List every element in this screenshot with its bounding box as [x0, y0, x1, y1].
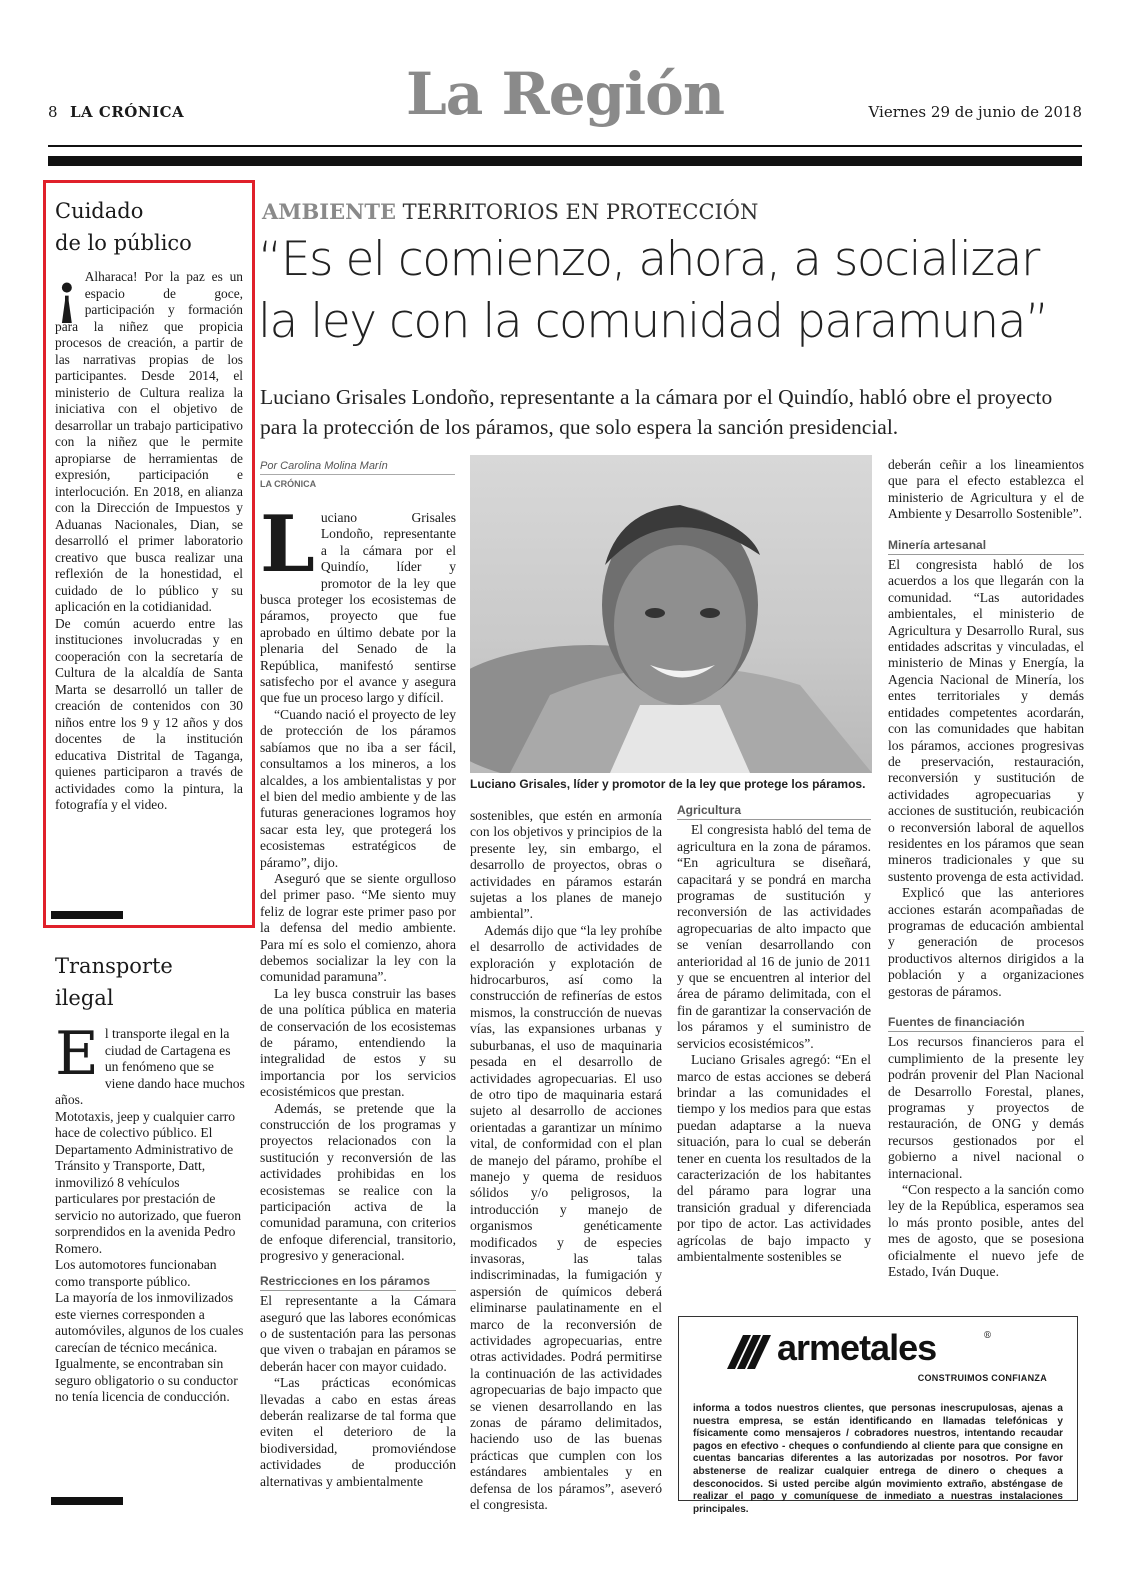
byline: Por Carolina Molina Marín [260, 460, 455, 475]
sidebar-end-bar [51, 1497, 123, 1505]
article-paragraph: Luciano Grisales agregó: “En el marco de estas acciones se deberá brindar a las comunidades el tiempo y los medios para que estas puedan adaptarse a la nueva situación, para lo cual se deberán tener en cuenta los resultados de la caracterización de los habitantes del páramo para lograr una transición gradual y diferenciada por tipo de actor. Las actividades agrícolas de bajo impacto y ambientalmente sostenibles se [677, 1052, 871, 1264]
article-paragraph: Explicó que las anteriores acciones estarán acompañadas de programas de educación ambiental y generación de procesos productivos alternos dirigidos a la población y a organizaciones gestoras de páramos. [888, 885, 1084, 999]
advertisement [678, 1316, 1078, 1515]
ad-registered: ® [983, 1331, 992, 1341]
sidebar-dropcap: ¡ [55, 262, 79, 326]
sidebar-title [55, 195, 243, 259]
headline-line2: la ley con la comunidad paramuna” [258, 294, 1048, 349]
article-photo [470, 455, 872, 773]
subhead-financiacion: Fuentes de financiación [888, 1014, 1084, 1032]
article-paragraph: deberán ceñir a los lineamientos que para el efecto establezca el ministerio de Agricultura y el de Ambiente y Desarrollo Sostenible”. [888, 457, 1084, 522]
portrait-illustration [470, 455, 872, 773]
sidebar-paragraph: Los automotores funcionaban como transporte público. [55, 1257, 217, 1289]
article-paragraph: Además dijo que “la ley prohíbe el desarrollo de actividades de exploración y explotación de hidrocarburos, así como la construcción de refinerías de estos mismos, la construcción de nuevas vías, las expansiones urbanas y suburbanas, el uso de maquinaria pesada en el desarrollo de actividades agropecuarias. El uso de otro tipo de maquinaria estará sujeto al desarrollo de acciones orientadas a garantizar un mínimo vital, de conformidad con el plan de manejo del páramo, prohíbe el manejo y quema de residuos sólidos y/o peligrosos, la introducción y manejo de organismos genéticamente modificados y de especies invasoras, las talas indiscriminadas, la fumigación y aspersión de químicos deberá eliminarse paulatinamente en el marco de la reconversión de actividades agropecuarias, entre otras actividades. Podrá permitirse la continuación de las actividades agropecuarias de bajo impacto que se vienen desarrollando en las zonas de páramo delimitados, haciendo uso de las buenas prácticas que cumplen con los estándares ambientales y en defensa de los páramos”, aseveró el congresista. [470, 922, 662, 1513]
page-number: 8 [48, 103, 58, 121]
sidebar-title-line2: de lo público [55, 231, 192, 255]
ad-brand: armetales [777, 1327, 937, 1368]
masthead-rule-thin [48, 145, 1082, 147]
sidebar-title [55, 950, 245, 1014]
article-paragraph: Aseguró que se siente orgulloso del primer paso. “Me siento muy feliz de lograr este primer paso por la defensa del medio ambiente. Para mí es solo el comienzo, ahora debemos socializar la ley con la comunidad paramuna”. [260, 870, 456, 985]
subhead-agricultura: Agricultura [677, 802, 871, 820]
ad-logo [721, 1327, 1041, 1371]
article-column-2 [470, 808, 662, 1513]
ad-body: informa a todos nuestros clientes, que personas inescrupulosas, ajenas a nuestra empresa, se están identificando en llamadas telefónicas y físicamente como mensajeros / cobradores nuestros, intentando recaudar pagos en efectivo - cheques o confundiendo al cliente para que consigne en cuentas bancarias diferentes a las autorizadas por nosotros. Por favor abstenerse de realizar cualquier entrega de dinero o cheques a desconocidos. Si usted percibe algún movimiento extraño, absténgase de realizar el pago y comuníquese de inmediato a nuestras instalaciones principales. [693, 1403, 1063, 1515]
sidebar-title-line1: Transporte [55, 954, 173, 978]
article-deck: Luciano Grisales Londoño, representante a la cámara por el Quindío, habló obre el proyecto para la protección de los páramos, que solo espera la sanción presidencial. [260, 385, 1053, 439]
ad-tagline: CONSTRUIMOS CONFIANZA [917, 1373, 1047, 1383]
sidebar-paragraph: Mototaxis, jeep y cualquier carro hace de colectivo público. El Departamento Administrativo de Tránsito y Transporte, Datt, inmovilizó 8 vehículos particulares por prestación de servicio no autorizado, que fueron sorprendidos en la avenida Pedro Romero. [55, 1108, 242, 1256]
article-paragraph: El congresista habló de los acuerdos a los que llegarán con la comunidad. “Las autoridades ambientales, el ministerio de Agricultura y Desarrollo Rural, sus entidades adscritas y vinculadas, el ministerio de Minas y Energía, la Agencia Nacional de Minería, los entes territoriales y demás entidades competentes acordarán, con las comunidades que habitan los páramos, acciones progresivas de preservación, restauración, reconversión y sustitución de actividades agropecuarias y acciones de sustitución, reubicación o reconversión laboral de aquellos residentes en los páramos que sean mineros tradicionales y que su sustento provenga de esta actividad. [888, 557, 1084, 884]
article-paragraph: sostenibles, que estén en armonía con los objetivos y principios de la presente ley, sin embargo, el desarrollo de proyectos, obras o actividades en páramos estarán sujetas a los planes de manejo ambiental”. [470, 808, 662, 922]
kicker-bold: AMBIENTE [262, 199, 396, 224]
sidebar-paragraph: La mayoría de los inmovilizados este viernes corresponden a automóviles, algunos de los cuales carecían de técnico mecánica. Igualmente, se encontraban sin seguro obligatorio o su conductor no tenía licencia de conducción. [55, 1290, 244, 1404]
article-paragraph: Los recursos financieros para el cumplimiento de la presente ley podrán provenir del Plan Nacional de Desarrollo Forestal, planes, programas y proyectos de restauración, de ONG y demás recursos gestionados por el gobierno a nivel nacional o internacional. [888, 1034, 1084, 1181]
byline-org: LA CRÓNICA [260, 479, 317, 489]
subhead-mineria: Minería artesanal [888, 537, 1084, 555]
sidebar-paragraph: Alharaca! Por la paz es un espacio de goce, participación y formación para la niñez que propicia procesos de creación, a partir de las narrativas propias de los participantes. Desde 2014, el ministerio de Cultura realiza la iniciativa con el objetivo de desarrollar un trabajo participativo con la niñez que le permite apropiarse de herramientas de expresión, participación e interlocución. En 2018, en alianza con la Dirección de Impuestos y Aduanas Nacionales, Dian, se desarrolló el primer laboratorio creativo que busca realizar una reflexión de la honestidad, el cuidado de lo público y su aplicación en la cotidianidad. [55, 269, 243, 614]
issue-date: Viernes 29 de junio de 2018 [868, 103, 1082, 121]
sidebar-paragraph: l transporte ilegal en la ciudad de Cartagena es un fenómeno que se viene dando hace muchos años. [55, 1026, 245, 1107]
sidebar-end-bar [51, 911, 123, 919]
article-dropcap: L [260, 499, 315, 590]
article-column-3 [677, 802, 871, 1265]
paper-name: LA CRÓNICA [70, 103, 185, 121]
sidebar-cuidado [55, 195, 243, 814]
kicker-rest: TERRITORIOS EN PROTECCIÓN [402, 200, 759, 224]
photo-caption: Luciano Grisales, líder y promotor de la ley que protege los páramos. [470, 777, 866, 791]
sidebar-body [55, 1019, 245, 1406]
sidebar-transporte [55, 950, 245, 1406]
article-paragraph: “Cuando nació el proyecto de ley de protección de los páramos sabíamos que no iba a ser fácil, consultamos a los mineros, a los alcaldes, a los ambientalistas y por el bien del medio ambiente y de las futuras generaciones logramos hoy sacar esta ley, que protegerá los ecosistemas estratégicos de páramo”, dijo. [260, 706, 456, 870]
headline [258, 229, 1088, 353]
armetales-logo-icon [721, 1333, 781, 1373]
article-paragraph: La ley busca construir las bases de una política pública en materia de conservación de los ecosistemas de páramo, entendiendo la integralidad de estos y su importancia por los servicios ecosistémicos que prestan. [260, 985, 456, 1100]
sidebar-dropcap: E [55, 1019, 99, 1089]
article-column-4 [888, 457, 1084, 1281]
headline-line1: “Es el comienzo, ahora, a socializar [258, 232, 1039, 287]
article-paragraph: “Con respecto a la sanción como ley de la República, esperamos sea lo más pronto posible, antes del mes de agosto, que se posesiona oficialmente el nuevo jefe de Estado, Iván Duque. [888, 1182, 1084, 1280]
article-paragraph: El congresista habló del tema de agricultura en la zona de páramos. “En agricultura se diseñará, capacitará y se pondrá en marcha programas de sustitución y reconversión de las actividades agropecuarias de alto impacto que se venían desarrollando con anterioridad al 16 de junio de 2011 y que se encuentren al interior del área de páramo delimitada, con el fin de garantizar la conservación de los páramos y el suministro de servicios ecosistémicos”. [677, 822, 871, 1051]
article-paragraph: Además, se pretende que la construcción de los programas y proyectos relacionados con la sustitución y reconversión de las actividades prohibidas en los ecosistemas se realice con la participación activa de la comunidad paramuna, con criterios de enfoque diferencial, transitorio, progresivo y generacional. [260, 1100, 456, 1264]
masthead-rule-thick [48, 156, 1082, 166]
sidebar-body [55, 262, 243, 814]
article-paragraph: “Las prácticas económicas llevadas a cabo en estas áreas deberán realizarse de tal forma que eviten el deterioro de la biodiversidad, promoviéndose actividades de producción alternativas y ambientalmente [260, 1375, 456, 1489]
section-title: La Región [405, 60, 725, 128]
article-kicker [262, 199, 758, 224]
sidebar-title-line2: ilegal [55, 986, 114, 1010]
sidebar-title-line1: Cuidado [55, 199, 144, 223]
subhead-restricciones: Restricciones en los páramos [260, 1273, 456, 1291]
sidebar-paragraph: De común acuerdo entre las instituciones involucradas y en cooperación con la secretaría de Cultura de la alcaldía de Santa Marta se desarrolló un taller de creación de contenidos con 30 niños entre los 9 y 12 años y dos docentes de la institución educativa Distrital de Taganga, quienes participaron a través de actividades como la pintura, la fotografía y el video. [55, 615, 243, 812]
article-column-1 [260, 499, 456, 1490]
article-paragraph: El representante a la Cámara aseguró que las labores económicas o de sustentación para las personas que viven o trabajan en páramos se deberán hacer con mayor cuidado. [260, 1293, 456, 1374]
article-paragraph: uciano Grisales Londoño, representante a la cámara por el Quindío, líder y promotor de la ley que busca proteger los ecosistemas de páramos, proyecto que fue aprobado en último debate por la plenaria del Senado de la República, manifestó sentirse satisfecho por el avance y asegura que fue un proceso largo y difícil. [260, 510, 456, 706]
